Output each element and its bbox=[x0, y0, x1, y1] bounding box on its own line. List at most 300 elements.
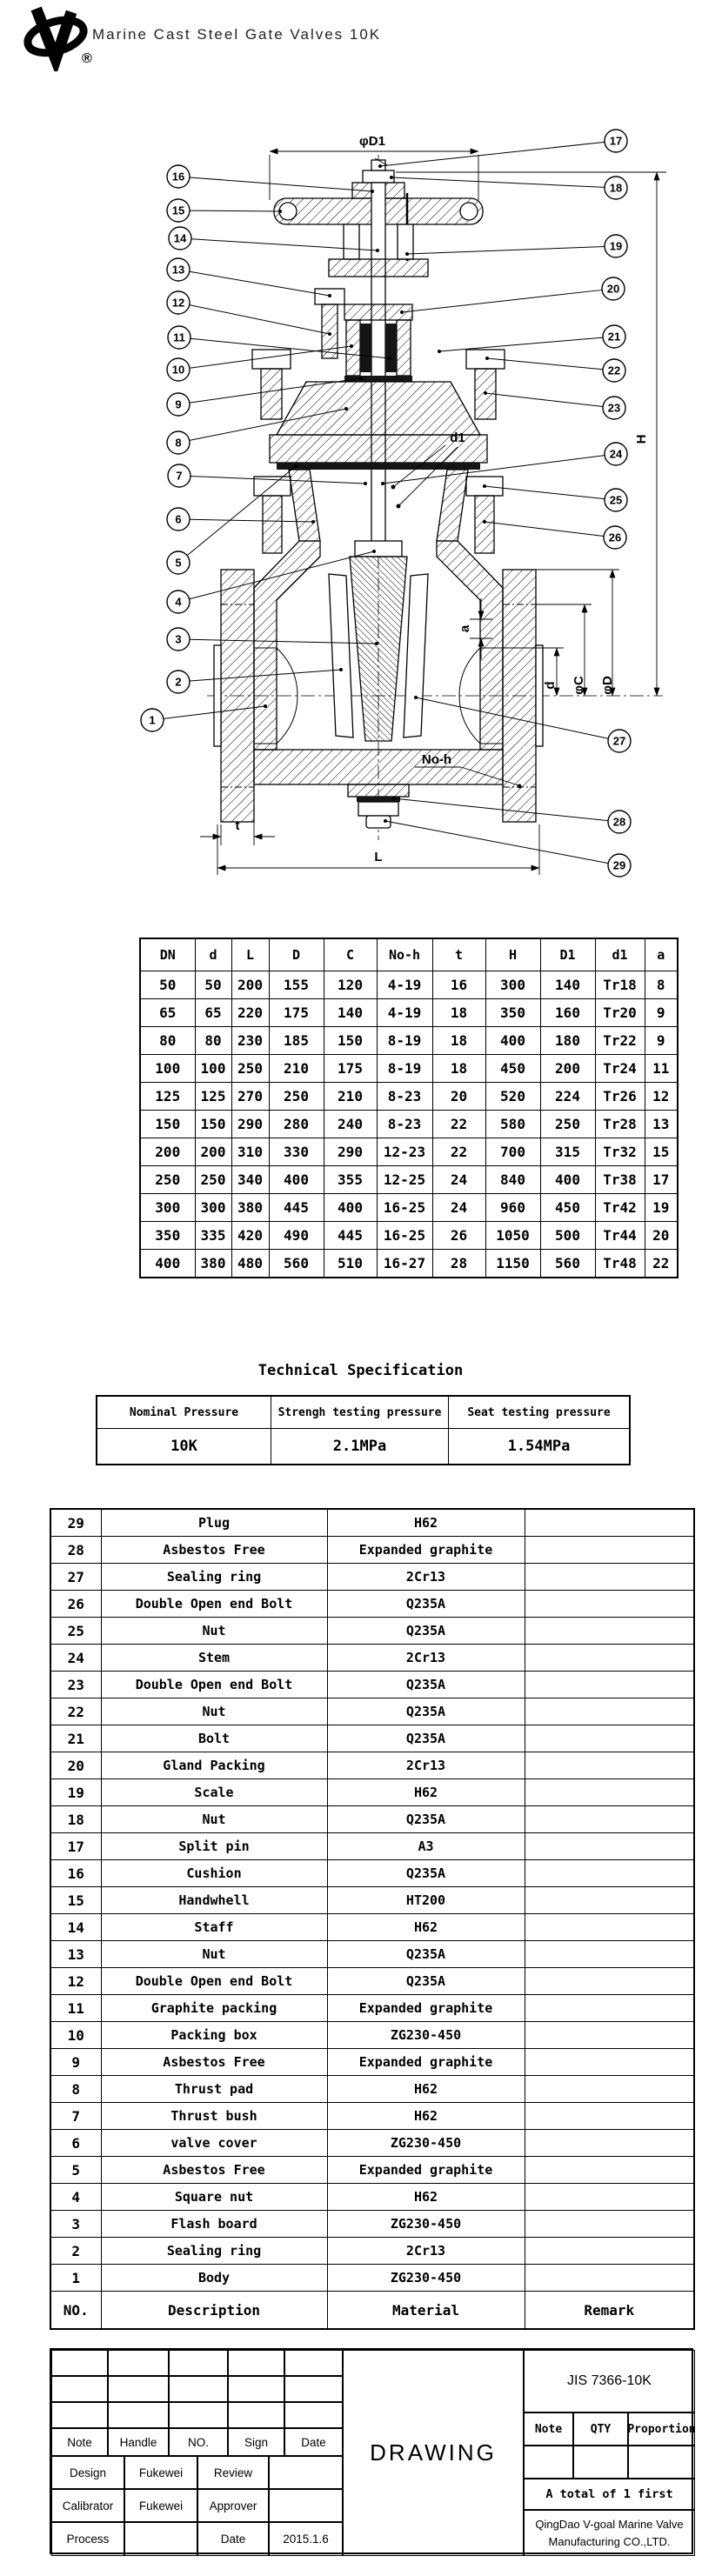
tb-proportion-label: Proportion bbox=[628, 2412, 695, 2446]
dim-cell: 315 bbox=[540, 1138, 595, 1166]
dim-cell: 120 bbox=[324, 971, 377, 999]
seat-ring-right bbox=[404, 574, 428, 737]
tb-date-label: Date bbox=[284, 2428, 343, 2456]
parts-remark bbox=[525, 1914, 694, 1941]
dim-cell: 18 bbox=[432, 1055, 485, 1083]
parts-remark bbox=[525, 1833, 694, 1860]
parts-description: Nut bbox=[101, 1806, 327, 1833]
dim-cell: 420 bbox=[231, 1222, 269, 1250]
parts-remark bbox=[525, 1537, 694, 1564]
dim-cell: 400 bbox=[324, 1194, 377, 1222]
valve-sectional-drawing bbox=[0, 0, 722, 929]
dim-cell: 300 bbox=[140, 1194, 195, 1222]
svg-text:19: 19 bbox=[609, 239, 623, 253]
parts-row bbox=[50, 2130, 694, 2157]
dim-cell: 200 bbox=[195, 1138, 231, 1166]
parts-material: Q235A bbox=[327, 1618, 525, 1645]
parts-no: 17 bbox=[50, 1833, 101, 1860]
table-row bbox=[140, 999, 678, 1027]
dim-cell: 50 bbox=[195, 971, 231, 999]
tb-grid-cell bbox=[284, 2376, 343, 2402]
parts-material: Expanded graphite bbox=[327, 1537, 525, 1564]
dim-No-h: No-h bbox=[421, 752, 452, 767]
dim-cell: 150 bbox=[324, 1027, 377, 1055]
parts-remark bbox=[525, 1968, 694, 1995]
parts-description: Plug bbox=[101, 1509, 327, 1537]
parts-material: 2Cr13 bbox=[327, 1645, 525, 1672]
tb-grid-cell bbox=[169, 2376, 228, 2402]
parts-remark bbox=[525, 1887, 694, 1914]
parts-description: Double Open end Bolt bbox=[101, 1968, 327, 1995]
parts-material: Expanded graphite bbox=[327, 2049, 525, 2076]
parts-description: Staff bbox=[101, 1914, 327, 1941]
dim-cell: 185 bbox=[269, 1027, 324, 1055]
graphite-packing-left bbox=[360, 324, 371, 372]
flash-board-wedge bbox=[350, 557, 407, 741]
dim-cell: 22 bbox=[432, 1138, 485, 1166]
parts-material: 2Cr13 bbox=[327, 1752, 525, 1779]
parts-material: A3 bbox=[327, 1833, 525, 1860]
tb-grid-cell bbox=[228, 2402, 284, 2428]
parts-material: H62 bbox=[327, 1779, 525, 1806]
dim-cell: 280 bbox=[269, 1111, 324, 1138]
dim-cell: 380 bbox=[195, 1250, 231, 1278]
dim-cell: Tr48 bbox=[595, 1250, 645, 1278]
parts-row bbox=[50, 1645, 694, 1672]
dim-col-d: d bbox=[195, 938, 231, 971]
dim-cell: Tr24 bbox=[595, 1055, 645, 1083]
dim-cell: 580 bbox=[485, 1111, 540, 1138]
eyebolt-left bbox=[261, 369, 282, 419]
dim-col-L: L bbox=[231, 938, 269, 971]
parts-col-Description: Description bbox=[101, 2292, 327, 2330]
dim-cell: 250 bbox=[195, 1166, 231, 1194]
svg-text:26: 26 bbox=[608, 531, 622, 544]
dim-cell: 310 bbox=[231, 1138, 269, 1166]
tb-grid-cell bbox=[284, 2350, 343, 2376]
dim-cell: 224 bbox=[540, 1083, 595, 1111]
parts-no: 13 bbox=[50, 1941, 101, 1968]
tb-company-line1: QingDao V-goal Marine Valve bbox=[535, 2518, 684, 2531]
dim-col-D1: D1 bbox=[540, 938, 595, 971]
svg-text:5: 5 bbox=[175, 556, 182, 570]
parts-no: 11 bbox=[50, 1995, 101, 2022]
dim-cell: 150 bbox=[195, 1111, 231, 1138]
dim-d1: d1 bbox=[450, 430, 465, 445]
svg-text:7: 7 bbox=[176, 469, 183, 483]
svg-text:17: 17 bbox=[609, 134, 623, 148]
tb-calibrator-label: Calibrator bbox=[51, 2489, 124, 2522]
callout-21 bbox=[438, 325, 625, 353]
tb-note2-value bbox=[524, 2446, 573, 2479]
parts-material: Q235A bbox=[327, 1698, 525, 1725]
tb-grid-cell bbox=[108, 2350, 169, 2376]
dim-cell: 355 bbox=[324, 1166, 377, 1194]
dim-cell: 200 bbox=[231, 971, 269, 999]
spec-strength-pressure: 2.1MPa bbox=[271, 1429, 449, 1465]
dim-cell: 140 bbox=[540, 971, 595, 999]
parts-row bbox=[50, 2211, 694, 2238]
tb-no-label: NO. bbox=[169, 2428, 228, 2456]
dim-cell: 400 bbox=[540, 1166, 595, 1194]
callout-15 bbox=[167, 199, 282, 222]
parts-description: Double Open end Bolt bbox=[101, 1591, 327, 1618]
parts-row bbox=[50, 2049, 694, 2076]
dim-cell: 17 bbox=[645, 1166, 678, 1194]
yoke-column-left bbox=[344, 224, 359, 259]
tb-note-label: Note bbox=[51, 2428, 108, 2456]
dim-cell: 18 bbox=[432, 999, 485, 1027]
callout-23 bbox=[484, 391, 625, 419]
tb-handle-label: Handle bbox=[108, 2428, 169, 2456]
parts-no: 3 bbox=[50, 2211, 101, 2238]
dim-cell: 250 bbox=[540, 1111, 595, 1138]
parts-description: Nut bbox=[101, 1941, 327, 1968]
parts-no: 20 bbox=[50, 1752, 101, 1779]
dim-cell: 240 bbox=[324, 1111, 377, 1138]
dim-cell: 380 bbox=[231, 1194, 269, 1222]
parts-row bbox=[50, 1672, 694, 1698]
tb-grid-cell bbox=[108, 2376, 169, 2402]
tb-calibrator-by: Fukewei bbox=[124, 2489, 197, 2522]
spec-col-nominal: Nominal Pressure bbox=[97, 1396, 271, 1429]
dim-cell: 1150 bbox=[485, 1250, 540, 1278]
svg-text:20: 20 bbox=[606, 282, 620, 296]
callout-17 bbox=[378, 130, 627, 168]
svg-text:29: 29 bbox=[612, 858, 626, 872]
svg-text:24: 24 bbox=[609, 447, 623, 461]
parts-remark bbox=[525, 1779, 694, 1806]
parts-description: Graphite packing bbox=[101, 1995, 327, 2022]
dim-a: a bbox=[458, 624, 472, 633]
tb-company bbox=[524, 2510, 695, 2556]
callout-18 bbox=[390, 176, 627, 199]
dim-cell: 8-23 bbox=[377, 1111, 432, 1138]
callout-22 bbox=[485, 357, 625, 382]
dim-col-H: H bbox=[485, 938, 540, 971]
dim-cell: Tr38 bbox=[595, 1166, 645, 1194]
dim-cell: 340 bbox=[231, 1166, 269, 1194]
parts-list-body bbox=[50, 1509, 694, 2329]
parts-remark bbox=[525, 1995, 694, 2022]
dim-cell: 350 bbox=[140, 1222, 195, 1250]
parts-row bbox=[50, 1509, 694, 1537]
body-wall-left bbox=[254, 541, 320, 750]
spec-seat-pressure: 1.54MPa bbox=[449, 1429, 631, 1465]
svg-text:10: 10 bbox=[171, 363, 185, 377]
dim-d: d bbox=[543, 681, 558, 690]
dim-cell: 230 bbox=[231, 1027, 269, 1055]
parts-material: H62 bbox=[327, 2103, 525, 2130]
dim-cell: 80 bbox=[195, 1027, 231, 1055]
svg-text:18: 18 bbox=[609, 181, 623, 195]
parts-no: 27 bbox=[50, 1564, 101, 1591]
dim-phiC: φC bbox=[572, 676, 586, 695]
table-row bbox=[140, 1027, 678, 1055]
parts-description: Gland Packing bbox=[101, 1752, 327, 1779]
handwheel-rim-right bbox=[460, 203, 478, 220]
parts-no: 1 bbox=[50, 2265, 101, 2292]
body-stud-left bbox=[263, 496, 282, 553]
tb-review-label: Review bbox=[197, 2456, 269, 2489]
dim-cell: 16 bbox=[432, 971, 485, 999]
parts-material: Q235A bbox=[327, 1941, 525, 1968]
body-wall-right bbox=[437, 541, 503, 750]
svg-text:12: 12 bbox=[171, 296, 185, 310]
parts-no: 25 bbox=[50, 1618, 101, 1645]
parts-no: 29 bbox=[50, 1509, 101, 1537]
flange-right bbox=[503, 570, 536, 822]
yoke-plate bbox=[329, 259, 428, 277]
dim-H: H bbox=[634, 434, 649, 444]
dim-cell: 445 bbox=[269, 1194, 324, 1222]
parts-row bbox=[50, 2265, 694, 2292]
dim-cell: 150 bbox=[140, 1111, 195, 1138]
svg-text:21: 21 bbox=[607, 330, 621, 344]
dim-cell: 8-19 bbox=[377, 1055, 432, 1083]
dim-cell: 22 bbox=[645, 1250, 678, 1278]
packing-box-right-wall bbox=[397, 320, 411, 376]
dim-cell: 330 bbox=[269, 1138, 324, 1166]
callout-12 bbox=[167, 291, 331, 336]
parts-material: Expanded graphite bbox=[327, 2157, 525, 2184]
table-row bbox=[140, 1250, 678, 1278]
dim-col-t: t bbox=[432, 938, 485, 971]
parts-no: 18 bbox=[50, 1806, 101, 1833]
tb-date-value: 2015.1.6 bbox=[269, 2522, 343, 2556]
parts-material: Q235A bbox=[327, 1591, 525, 1618]
parts-no: 9 bbox=[50, 2049, 101, 2076]
dimension-table bbox=[139, 938, 679, 1278]
parts-description: Packing box bbox=[101, 2022, 327, 2049]
body-neck-right bbox=[437, 470, 468, 541]
svg-text:6: 6 bbox=[175, 512, 182, 526]
dim-cell: 250 bbox=[269, 1083, 324, 1111]
parts-material: HT200 bbox=[327, 1887, 525, 1914]
tb-grid-cell bbox=[51, 2376, 108, 2402]
dim-cell: 9 bbox=[645, 999, 678, 1027]
tb-grid-cell bbox=[51, 2350, 108, 2376]
parts-description: Asbestos Free bbox=[101, 1537, 327, 1564]
parts-material: H62 bbox=[327, 2184, 525, 2211]
spec-title: Technical Specification bbox=[257, 1362, 464, 1379]
dim-cell: 12 bbox=[645, 1083, 678, 1111]
dim-cell: 20 bbox=[432, 1083, 485, 1111]
table-row bbox=[140, 1111, 678, 1138]
dim-cell: 175 bbox=[324, 1055, 377, 1083]
spec-table bbox=[96, 1395, 631, 1465]
spec-header-row bbox=[97, 1396, 630, 1429]
parts-no: 8 bbox=[50, 2076, 101, 2103]
svg-text:16: 16 bbox=[171, 170, 185, 184]
parts-material: 2Cr13 bbox=[327, 2238, 525, 2265]
parts-remark bbox=[525, 2265, 694, 2292]
parts-description: Cushion bbox=[101, 1860, 327, 1887]
parts-no: 15 bbox=[50, 1887, 101, 1914]
parts-description: Body bbox=[101, 2265, 327, 2292]
parts-description: Scale bbox=[101, 1779, 327, 1806]
parts-material: H62 bbox=[327, 1914, 525, 1941]
dim-col-DN: DN bbox=[140, 938, 195, 971]
parts-remark bbox=[525, 1725, 694, 1752]
table-row bbox=[140, 1055, 678, 1083]
parts-no: 12 bbox=[50, 1968, 101, 1995]
parts-material: Q235A bbox=[327, 1968, 525, 1995]
parts-row bbox=[50, 2184, 694, 2211]
dim-cell: 220 bbox=[231, 999, 269, 1027]
dim-cell: 12-23 bbox=[377, 1138, 432, 1166]
parts-col-Material: Material bbox=[327, 2292, 525, 2330]
dim-col-d1: d1 bbox=[595, 938, 645, 971]
parts-row bbox=[50, 1833, 694, 1860]
dim-cell: 175 bbox=[269, 999, 324, 1027]
parts-material: H62 bbox=[327, 1509, 525, 1537]
title-block bbox=[50, 2348, 696, 2554]
stem bbox=[371, 183, 385, 557]
parts-header-row bbox=[50, 2292, 694, 2330]
dim-cell: 160 bbox=[540, 999, 595, 1027]
parts-row bbox=[50, 2103, 694, 2130]
parts-description: Sealing ring bbox=[101, 2238, 327, 2265]
dim-cell: 13 bbox=[645, 1111, 678, 1138]
parts-remark bbox=[525, 2049, 694, 2076]
parts-remark bbox=[525, 1564, 694, 1591]
valve-cover-bonnet bbox=[277, 382, 480, 435]
table-row bbox=[140, 1083, 678, 1111]
parts-material: Q235A bbox=[327, 1725, 525, 1752]
dim-cell: 290 bbox=[324, 1138, 377, 1166]
parts-col-NO: NO. bbox=[50, 2292, 101, 2330]
plug bbox=[366, 816, 391, 828]
dim-cell: 300 bbox=[485, 971, 540, 999]
dim-cell: 125 bbox=[140, 1083, 195, 1111]
dim-cell: 480 bbox=[231, 1250, 269, 1278]
page-title: Marine Cast Steel Gate Valves 10K bbox=[92, 26, 382, 43]
svg-text:2: 2 bbox=[175, 675, 182, 689]
dim-cell: Tr22 bbox=[595, 1027, 645, 1055]
dim-cell: 200 bbox=[140, 1138, 195, 1166]
parts-remark bbox=[525, 1860, 694, 1887]
dim-cell: 960 bbox=[485, 1194, 540, 1222]
dim-cell: 11 bbox=[645, 1055, 678, 1083]
tb-proportion-value bbox=[628, 2446, 695, 2479]
parts-material: ZG230-450 bbox=[327, 2211, 525, 2238]
svg-text:4: 4 bbox=[175, 595, 182, 609]
tb-approver-by bbox=[269, 2489, 343, 2522]
parts-no: 26 bbox=[50, 1591, 101, 1618]
dim-cell: 450 bbox=[485, 1055, 540, 1083]
callout-13 bbox=[167, 258, 331, 297]
dim-cell: 26 bbox=[432, 1222, 485, 1250]
tb-drawing-title: DRAWING bbox=[343, 2350, 524, 2556]
tb-qty-value bbox=[573, 2446, 628, 2479]
parts-material: H62 bbox=[327, 2076, 525, 2103]
parts-description: Flash board bbox=[101, 2211, 327, 2238]
parts-remark bbox=[525, 2076, 694, 2103]
parts-remark bbox=[525, 1672, 694, 1698]
table-row bbox=[140, 1138, 678, 1166]
dimension-table-header bbox=[140, 938, 678, 971]
dim-cell: 290 bbox=[231, 1111, 269, 1138]
svg-text:14: 14 bbox=[173, 231, 187, 245]
parts-remark bbox=[525, 2103, 694, 2130]
svg-text:28: 28 bbox=[612, 815, 626, 829]
parts-material: Q235A bbox=[327, 1860, 525, 1887]
tb-company-line2: Manufacturing CO.,LTD. bbox=[548, 2534, 671, 2548]
parts-remark bbox=[525, 1698, 694, 1725]
svg-text:22: 22 bbox=[607, 364, 621, 377]
dim-cell: 24 bbox=[432, 1194, 485, 1222]
parts-remark bbox=[525, 2130, 694, 2157]
svg-text:9: 9 bbox=[175, 397, 182, 411]
parts-no: 23 bbox=[50, 1672, 101, 1698]
raised-face-right bbox=[536, 645, 543, 746]
dim-col-No-h: No-h bbox=[377, 938, 432, 971]
dim-cell: 16-25 bbox=[377, 1222, 432, 1250]
parts-material: ZG230-450 bbox=[327, 2265, 525, 2292]
dim-cell: 100 bbox=[195, 1055, 231, 1083]
parts-row bbox=[50, 1779, 694, 1806]
parts-description: Square nut bbox=[101, 2184, 327, 2211]
parts-row bbox=[50, 1887, 694, 1914]
parts-description: Split pin bbox=[101, 1833, 327, 1860]
parts-row bbox=[50, 1806, 694, 1833]
dim-cell: 560 bbox=[269, 1250, 324, 1278]
parts-no: 24 bbox=[50, 1645, 101, 1672]
parts-material: Q235A bbox=[327, 1806, 525, 1833]
parts-row bbox=[50, 1968, 694, 1995]
dim-cell: 445 bbox=[324, 1222, 377, 1250]
dim-cell: 8-23 bbox=[377, 1083, 432, 1111]
parts-description: Asbestos Free bbox=[101, 2157, 327, 2184]
parts-description: Double Open end Bolt bbox=[101, 1672, 327, 1698]
tb-note2-label: Note bbox=[524, 2412, 573, 2446]
tb-grid-cell bbox=[51, 2402, 108, 2428]
svg-text:27: 27 bbox=[612, 734, 626, 748]
parts-description: Thrust pad bbox=[101, 2076, 327, 2103]
callout-16 bbox=[167, 165, 374, 193]
dim-cell: 12-25 bbox=[377, 1166, 432, 1194]
tb-process-label: Process bbox=[51, 2522, 124, 2556]
svg-text:1: 1 bbox=[149, 713, 156, 727]
callout-19 bbox=[405, 235, 627, 257]
parts-row bbox=[50, 1698, 694, 1725]
dim-cell: 15 bbox=[645, 1138, 678, 1166]
parts-no: 14 bbox=[50, 1914, 101, 1941]
parts-description: Stem bbox=[101, 1645, 327, 1672]
tb-qty-label: QTY bbox=[573, 2412, 628, 2446]
parts-description: valve cover bbox=[101, 2130, 327, 2157]
parts-row bbox=[50, 1914, 694, 1941]
parts-no: 16 bbox=[50, 1860, 101, 1887]
dim-col-D: D bbox=[269, 938, 324, 971]
dim-cell: Tr20 bbox=[595, 999, 645, 1027]
parts-material: Expanded graphite bbox=[327, 1995, 525, 2022]
dim-cell: 490 bbox=[269, 1222, 324, 1250]
graphite-packing-right bbox=[385, 324, 397, 372]
svg-text:15: 15 bbox=[171, 204, 185, 217]
table-row bbox=[140, 1222, 678, 1250]
svg-text:25: 25 bbox=[609, 493, 623, 507]
body-bottom bbox=[254, 750, 503, 784]
body-stud-right bbox=[475, 496, 494, 553]
registered-mark: ® bbox=[82, 51, 92, 66]
parts-no: 22 bbox=[50, 1698, 101, 1725]
dim-cell: 18 bbox=[432, 1027, 485, 1055]
dim-cell: 500 bbox=[540, 1222, 595, 1250]
tb-grid-cell bbox=[228, 2376, 284, 2402]
flange-left bbox=[221, 570, 254, 822]
